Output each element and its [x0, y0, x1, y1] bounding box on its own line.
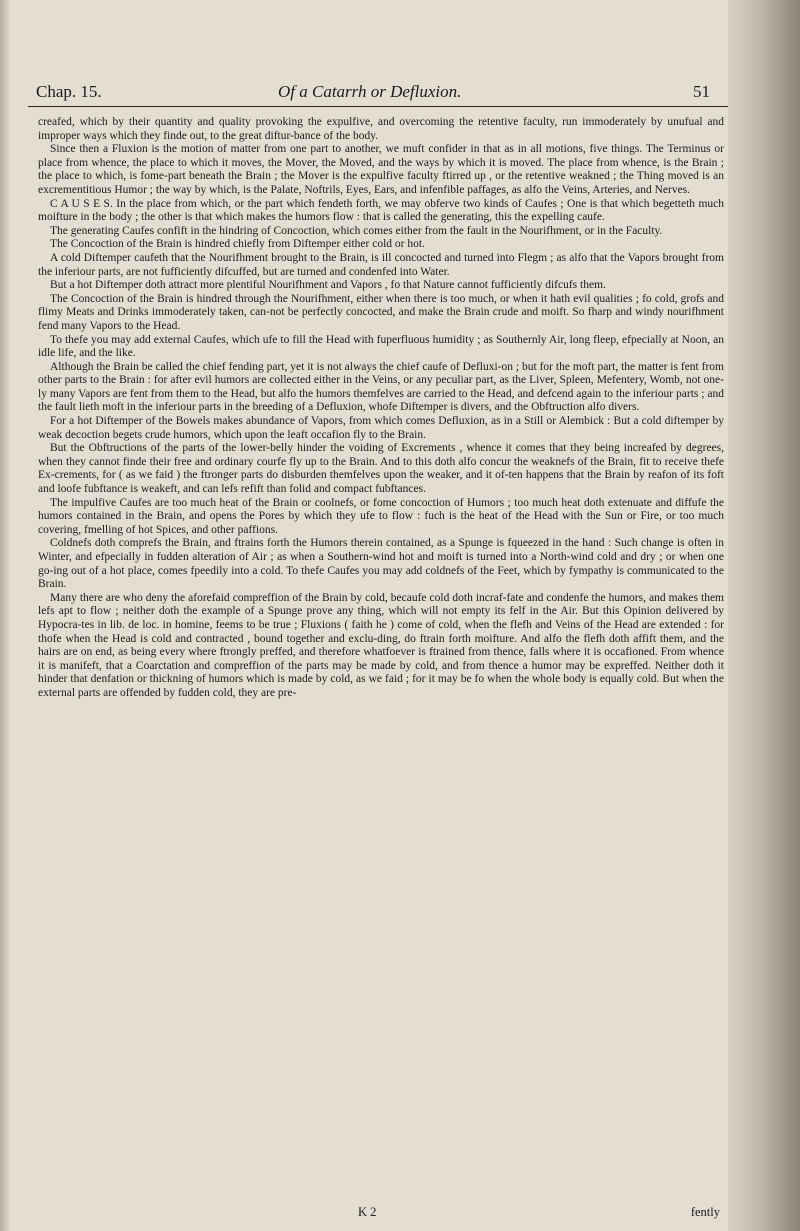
page-fore-edge	[728, 0, 800, 1231]
paragraph: Since then a Fluxion is the motion of matter from one part to another, we muft confider in that as in all motions, five things. The Terminus or place from whence, the place to which it moves, the Mover, the Moved, and the ways by which it is moved. The place from whence, is the Brain ; the place to which, is fome-part beneath the Brain ; the Mover is the expulfive faculty ftirred up , or the retentive weakned ; the Thing moved is an excrementitious Humor ; the way by which, is the Palate, Noftrils, Eyes, Ears, and infenfible paffages, as alfo the Veins, Arteries, and Nerves.	[38, 143, 724, 196]
running-title: Of a Catarrh or Defluxion.	[278, 82, 462, 101]
paragraph: To thefe you may add external Caufes, which ufe to fill the Head with fuperfluous humidity ; as Southernly Air, long fleep, efpecially at Noon, an idle life, and the like.	[38, 333, 724, 360]
paragraph: The generating Caufes confift in the hindring of Concoction, which comes either from the fault in the Nourifhment, or in the Faculty.	[50, 224, 663, 237]
paragraph: A cold Diftemper caufeth that the Nourifhment brought to the Brain, is ill concocted and turned into Flegm ; as alfo that the Vapors brought from the inferiour parts, are not fufficiently difcuffed, but are turned and condenfed into Water.	[38, 251, 724, 278]
paragraph: Coldnefs doth comprefs the Brain, and ftrains forth the Humors therein contained, as a Spunge is fqueezed in the hand : Such change is often in Winter, and efpecially in fudden alteration of Air ; as when a Southern-wind hot and moift is turned into a North-wind cold and dry ; or when one go-ing out of a hot place, comes fpeedily into a cold. To thefe Caufes you may add coldnefs of the Feet, which by fympathy is communicated to the Brain.	[38, 537, 724, 591]
chapter-label: Chap. 15.	[36, 82, 102, 101]
signature-mark: K 2	[358, 1205, 377, 1219]
paragraph: But a hot Diftemper doth attract more plentiful Nourifhment and Vapors , fo that Nature cannot fufficiently difcufs them.	[50, 279, 606, 292]
paragraph: The Concoction of the Brain is hindred chiefly from Diftemper either cold or hot.	[50, 238, 425, 251]
page-gutter-shadow	[0, 0, 10, 1231]
page-number: 51	[693, 82, 710, 101]
page-footer	[38, 1205, 724, 1221]
catchword: fently	[690, 1205, 720, 1219]
paragraph: But the Obftructions of the parts of the lower-belly hinder the voiding of Excrements , whence it comes that they being increafed by degrees, when they cannot finde their free and ordinary courfe fly up to the Brain. And to this doth alfo concur the weaknefs of the Brain, fit to receive thefe Ex-crements, for ( as we faid ) the ftronger parts do disburden themfelves upon the weaker, and it of-ten happens that the Brain by reafon of its foft and loofe fubftance is weakeft, and can lefs refift than folid and compact fubftances.	[38, 442, 724, 496]
body-text	[38, 116, 724, 701]
paragraph: For a hot Diftemper of the Bowels makes abundance of Vapors, from which comes Defluxion, as in a Still or Alembick : But a cold diftemper by weak decoction begets crude humors, which upon the leaft occafion fly to the Brain.	[38, 415, 724, 441]
paragraph: creafed, which by their quantity and quality provoking the expulfive, and overcoming the retentive faculty, run immoderately by unufual and improper ways which they finde out, to the great diftur-bance of the body.	[38, 116, 724, 142]
paragraph: Many there are who deny the aforefaid compreffion of the Brain by cold, becaufe cold doth incraf-fate and condenfe the humors, and makes them lefs apt to flow ; neither doth the example of a Spunge prove any thing, which will not empty its felf in the Air. But this Opinion delivered by Hypocra-tes in lib. de loc. in homine, feems to be true ; Fluxions ( faith he ) come of cold, when the flefh and Veins of the Head are extended : for thofe when the Head is cold and contracted , bound together and exclu-ding, do ftrain forth moifture. And alfo the flefh doth affift them, and the hairs are on end, as being every where ftrongly preffed, and therefore whatfoever is ftrained from thence, falls where it is occafioned. From whence it is manifeft, that a Coarctation and compreffion of the parts may be made by cold, and from thence a humor may be expreffed. Neither doth it hinder that denfation or thickning of humors which is made by cold, as we faid ; for it may be fo when the whole body is equally cold. But when the external parts are offended by fudden cold, they are pre-	[38, 591, 724, 699]
paragraph: The impulfive Caufes are too much heat of the Brain or coolnefs, or fome concoction of Humors ; too much heat doth extenuate and diffufe the humors contained in the Brain, and opens the Pores by which they ufe to flow : fuch is the heat of the Head with the Sun or Fire, or too much covering, fmelling of hot Spices, and other paffions.	[38, 496, 724, 536]
paragraph: The Concoction of the Brain is hindred through the Nourifhment, either when there is too much, or when it hath evil qualities ; fo cold, grofs and flimy Meats and Drinks immoderately taken, can-not be perfectly concocted, and make the Brain crude and moift. So fharp and windy nourifhment fend many Vapors to the Head.	[38, 292, 724, 332]
paragraph: C A U S E S. In the place from which, or the part which fendeth forth, we may obferve two kinds of Caufes ; One is that which begetteth much moifture in the body ; the other is that which makes the humors flow : that is called the generating, this the expelling caufe.	[38, 197, 724, 224]
paragraph: Although the Brain be called the chief fending part, yet it is not always the chief caufe of Defluxi-on ; but for the moft part, the matter is fent from other parts to the Brain : for after evil humors are collected either in the Veins, or any peculiar part, as the Liver, Spleen, Mefentery, Womb, not one-ly many Vapors are fent from them to the Head, but alfo the humors themfelves are carried to the Head, and defcend again to the inferiour parts ; and the fault lieth moft in the inferiour parts in the breeding of a Defluxion, whofe Diftemper is divers, and the Obftruction alfo divers.	[38, 360, 724, 414]
running-header	[28, 80, 728, 107]
